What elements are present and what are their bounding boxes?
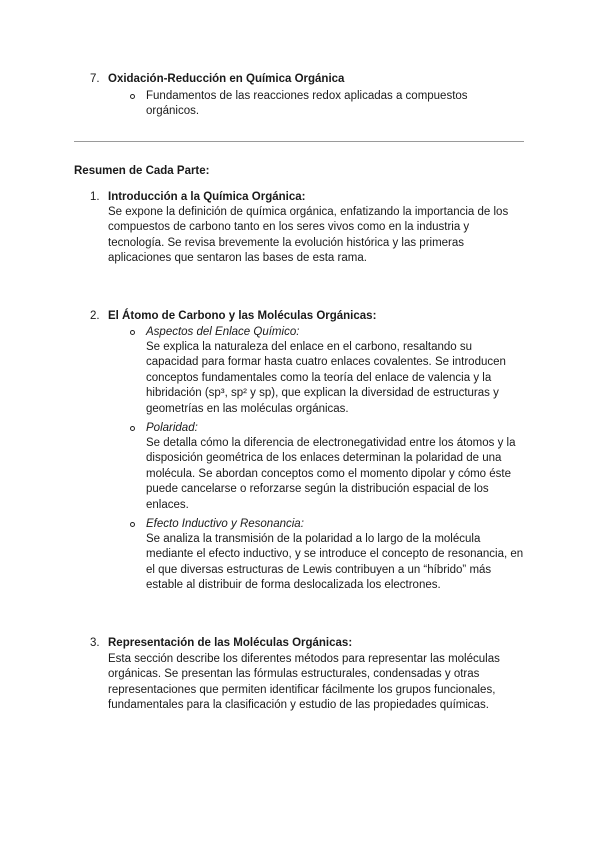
list-subitem-text: Fundamentos de las reacciones redox aplicadas a compuestos orgánicos. (146, 90, 468, 118)
bullet-circle-icon (130, 522, 135, 527)
bullet-circle-icon (130, 426, 135, 431)
section-heading: Resumen de Cada Parte: (74, 165, 210, 177)
list-number: 2. (90, 310, 100, 322)
section-body: Esta sección describe los diferentes métodos para representar las moléculas orgánicas. Se presentan las fórmulas estructurales, condensadas y otras representaciones que permiten identificar fácilmente los grupos funcionales, fundamentales para la clasificación y estudio de las propiedades químicas. (108, 653, 500, 712)
subitem-title: Polaridad: (146, 422, 198, 434)
section-body: Se expone la definición de química orgánica, enfatizando la importancia de los compuestos de carbono tanto en los seres vivos como en la industria y tecnología. Se revisa brevemente la evolución histórica y las primeras aplicaciones que sentaron las bases de esta rama. (108, 206, 509, 265)
bullet-circle-icon (130, 330, 135, 335)
section-title: Introducción a la Química Orgánica: (108, 191, 306, 203)
subitem-title: Aspectos del Enlace Químico: (146, 326, 300, 338)
bullet-circle-icon (130, 94, 135, 99)
subitem-title: Efecto Inductivo y Resonancia: (146, 518, 304, 530)
section-title: Representación de las Moléculas Orgánicas: (108, 637, 353, 649)
section-title: El Átomo de Carbono y las Moléculas Orgánicas: (108, 310, 377, 322)
list-number: 1. (90, 191, 100, 203)
subitem-body: Se explica la naturaleza del enlace en el carbono, resaltando su capacidad para formar hasta cuatro enlaces covalentes. Se introducen conceptos fundamentales como la teoría del enlace de valencia y la hibridación (sp³, sp² y sp), que explican la diversidad de estructuras y geometrías en las moléculas orgánicas. (146, 341, 506, 415)
horizontal-divider (74, 141, 524, 142)
list-item-title: Oxidación-Reducción en Química Orgánica (108, 73, 345, 85)
list-number: 7. (90, 73, 100, 85)
subitem-body: Se analiza la transmisión de la polaridad a lo largo de la molécula mediante el efecto inductivo, y se introduce el concepto de resonancia, en el que diversas estructuras de Lewis contribuyen a un “híbrido” más estable al distribuir de forma deslocalizada los electrones. (146, 533, 524, 592)
subitem-body: Se detalla cómo la diferencia de electronegatividad entre los átomos y la disposición geométrica de los enlaces determinan la polaridad de una molécula. Se abordan conceptos como el momento dipolar y cómo éste puede cancelarse o reforzarse según la distribución espacial de los enlaces. (146, 437, 516, 511)
list-number: 3. (90, 637, 100, 649)
